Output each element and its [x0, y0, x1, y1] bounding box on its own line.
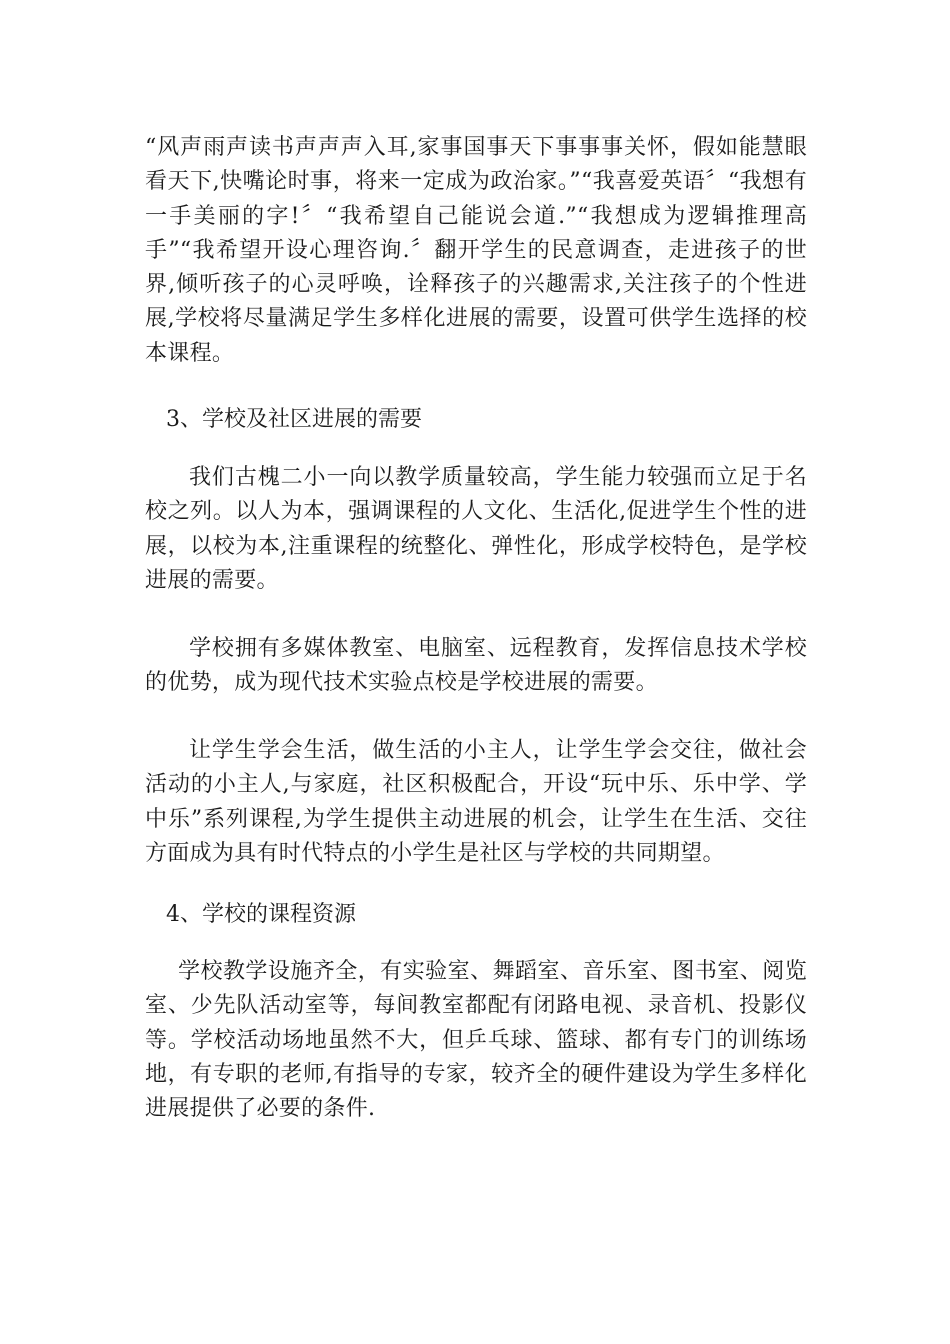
section-heading-4: 4、学校的课程资源 — [166, 902, 356, 927]
paragraph-multimedia: 学校拥有多媒体教室、电脑室、远程教育，发挥信息技术学校的优势，成为现代技术实验点校是学校进展的需要。 — [145, 636, 807, 696]
section-heading-3: 3、学校及社区进展的需要 — [166, 407, 422, 432]
paragraph-resources: 学校教学设施齐全，有实验室、舞蹈室、音乐室、图书室、阅览室、少先队活动室等，每间教室都配有闭路电视、录音机、投影仪等。学校活动场地虽然不大，但乒乓球、篮球、都有专门的训练场地，有专职的老师,有指导的专家，较齐全的硬件建设为学生多样化进展提供了必要的条件. — [145, 959, 807, 1122]
paragraph-student-aspirations: “风声雨声读书声声声入耳,家事国事天下事事事关怀，假如能慧眼看天下,快嘴论时事，将来一定成为政治家。”“我喜爱英语〞“我想有一手美丽的字!〞“我希望自己能说会道.”“我想成为逻辑推理高手”“我希望开设心理咨询.〞翻开学生的民意调查，走进孩子的世界,倾听孩子的心灵呼唤，诠释孩子的兴趣需求,关注孩子的个性进展,学校将尽量满足学生多样化进展的需要，设置可供学生选择的校本课程。 — [145, 135, 807, 366]
paragraph-community: 让学生学会生活，做生活的小主人，让学生学会交往，做社会活动的小主人,与家庭，社区积极配合，开设“玩中乐、乐中学、学中乐”系列课程,为学生提供主动进展的机会，让学生在生活、交往方面成为具有时代特点的小学生是社区与学校的共同期望。 — [145, 738, 807, 866]
paragraph-school-quality: 我们古槐二小一向以教学质量较高，学生能力较强而立足于名校之列。以人为本，强调课程的人文化、生活化,促进学生个性的进展，以校为本,注重课程的统整化、弹性化，形成学校特色，是学校进展的需要。 — [145, 465, 807, 593]
